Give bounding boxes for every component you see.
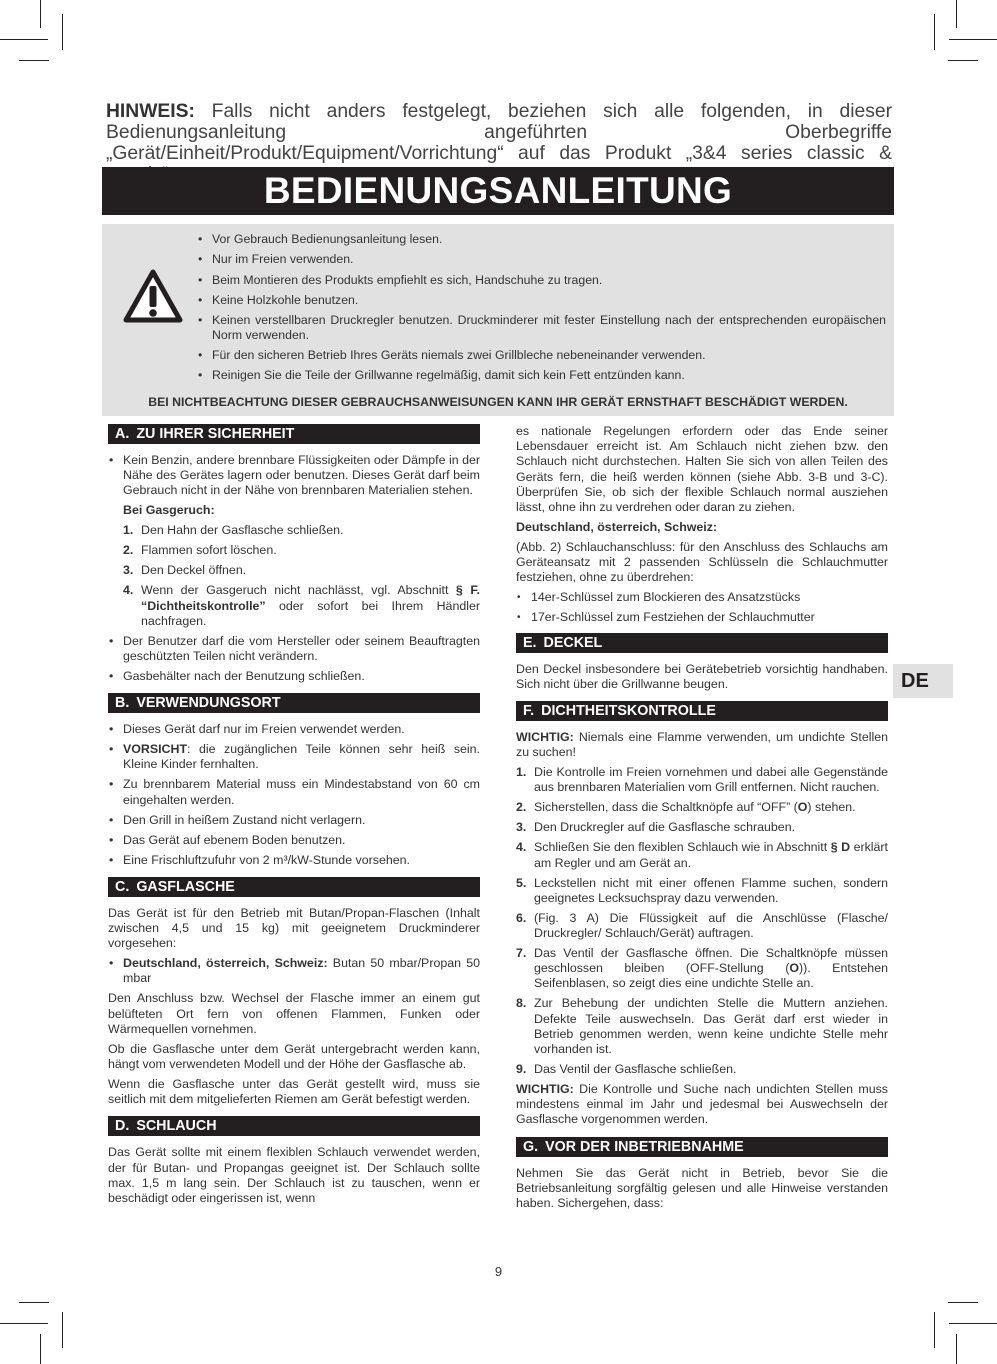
safety-list (108, 634, 480, 684)
list-item (123, 523, 480, 538)
country-list (108, 956, 480, 986)
list-item: • 17er-Schlüssel zum Festziehen der Schlauchmutter (516, 610, 888, 625)
section-letter: E. (523, 634, 537, 651)
crop-mark (949, 1323, 997, 1324)
warning-box (102, 224, 894, 416)
crop-mark (934, 14, 935, 50)
list-item: • 14er-Schlüssel zum Blockieren des Ansatzstücks (516, 590, 888, 605)
warning-list (196, 232, 886, 389)
step-number: 4. (516, 840, 527, 855)
list-item (516, 820, 888, 835)
list-item: • Der Benutzer darf die vom Hersteller oder seinem Beauftragten geschützten Teilen nicht verändern. (108, 634, 480, 664)
step-text: oder sofort bei Ihrem Händler nachfragen. (141, 598, 480, 628)
warning-item: • Keine Holzkohle benutzen. (196, 293, 886, 308)
crop-mark (40, 0, 41, 28)
country-label: Deutschland, österreich, Schweiz: (123, 956, 328, 971)
section-reference: § F. “Dichtheitskontrolle” (141, 583, 480, 613)
step-text: Leckstellen nicht mit einer offenen Flamme suchen, sondern geeignetes Lecksuchspray dazu verwenden. (534, 875, 888, 905)
section-title: SCHLAUCH (136, 1118, 217, 1135)
section-header-e (516, 633, 888, 653)
location-list (108, 722, 480, 868)
important-label: WICHTIG: (516, 730, 574, 745)
section-reference: § D (830, 840, 851, 855)
notice-label: HINWEIS: (106, 101, 195, 122)
caution-label: VORSICHT (123, 742, 188, 757)
list-item: • Zu brennbarem Material muss ein Mindestabstand von 60 cm eingehalten werden. (108, 777, 480, 807)
list-item: • Den Grill in heißem Zustand nicht verlagern. (108, 813, 480, 828)
list-item (123, 583, 480, 629)
safety-list (108, 453, 480, 499)
section-title: DECKEL (543, 634, 603, 651)
warning-triangle-icon (122, 268, 184, 326)
list-item: • Dieses Gerät darf nur im Freien verwendet werden. (108, 722, 480, 737)
warning-item: • Beim Montieren des Produkts empfiehlt es sich, Handschuhe zu tragen. (196, 273, 886, 288)
crop-mark (62, 14, 63, 50)
step-number: 3. (516, 820, 527, 835)
section-letter: C. (115, 878, 130, 895)
section-letter: G. (523, 1138, 539, 1155)
list-item (108, 742, 480, 772)
section-header-d (108, 1116, 480, 1136)
list-item (516, 1062, 888, 1077)
paragraph (516, 730, 888, 760)
crop-mark (0, 39, 48, 40)
crop-mark (948, 60, 978, 61)
step-number: 4. (123, 583, 134, 598)
step-text: Das Ventil der Gasflasche öffnen. Die Schaltknöpfe müssen geschlossen bleiben (OFF-Stellung ( (534, 946, 888, 976)
list-item (516, 946, 888, 992)
important-label: WICHTIG: (516, 1082, 574, 1097)
step-text: Wenn der Gasgeruch nicht nachlässt, vgl. Abschnitt (141, 583, 456, 598)
paragraph: Das Gerät sollte mit einem flexiblen Schlauch verwendet werden, der für Butan- und Propangas geeignet ist. Der Schlauch sollte max. 1,5 m lang sein. Der Schlauch ist zu tauschen, wenn er beschädigt oder eingerissen ist, wenn (108, 1145, 480, 1206)
section-title: VOR DER INBETRIEBNAHME (545, 1138, 744, 1155)
paragraph: Ob die Gasflasche unter dem Gerät untergebracht werden kann, hängt vom verwendeten Modell und der Höhe der Gasflasche ab. (108, 1041, 480, 1072)
step-text: Den Hahn der Gasflasche schließen. (141, 523, 344, 538)
list-item: • Das Gerät auf ebenem Boden benutzen. (108, 833, 480, 848)
warning-footer: BEI NICHTBEACHTUNG DIESER GEBRAUCHSANWEISUNGEN KANN IHR GERÄT ERNSTHAFT BESCHÄDIGT WERDEN. (148, 395, 848, 409)
list-item: • Eine Frischluftzufuhr von 2 m³/kW-Stunde vorsehen. (108, 853, 480, 868)
list-item (516, 996, 888, 1057)
warning-item: • Nur im Freien verwenden. (196, 252, 886, 267)
paragraph: Nehmen Sie das Gerät nicht in Betrieb, bevor Sie die Betriebsanleitung sorgfältig gelesen und alle Hinweise verstanden haben. Sichergehen, dass: (516, 1165, 888, 1211)
step-text: Sicherstellen, dass die Schaltknöpfe auf “OFF” ( (534, 800, 798, 815)
step-number: 1. (123, 523, 134, 538)
crop-mark (19, 60, 49, 61)
crop-mark (934, 1312, 935, 1348)
crop-mark (40, 1334, 41, 1364)
step-number: 1. (516, 765, 527, 780)
off-symbol: O (797, 800, 808, 815)
right-column (516, 424, 888, 1216)
section-letter: D. (115, 1118, 130, 1135)
step-text: erklärt am Regler und am Gerät an. (534, 840, 888, 870)
step-number: 2. (516, 800, 527, 815)
crop-mark (62, 1312, 63, 1348)
list-item (108, 956, 480, 986)
step-number: 6. (516, 910, 527, 925)
notice-text: Falls nicht anders festgelegt, beziehen sich alle folgenden, in dieser Bedienungsanleitung angeführten Oberbegriffe „Gerät/Einheit/Produkt/Equipment/Vorrichtung“ auf das Produkt „3&4 series classic & (106, 101, 892, 164)
caution-text: : die zugänglichen Teile können sehr heiß sein. Kleine Kinder fernhalten. (123, 742, 480, 772)
step-text: Schließen Sie den flexiblen Schlauch wie in Abschnitt (534, 840, 831, 855)
step-text: (Fig. 3 A) Die Flüssigkeit auf die Anschlüsse (Flasche/ Druckregler/ Schlauch/Gerät) auftragen. (534, 910, 888, 941)
warning-item: • Vor Gebrauch Bedienungsanleitung lesen. (196, 232, 886, 247)
step-number: 5. (516, 875, 527, 890)
section-letter: B. (115, 695, 130, 712)
list-item (123, 543, 480, 558)
important-text: Die Kontrolle und Suche nach undichten Stellen muss mindestens einmal im Jahr und jedesmal bei Auswechseln der Gasflasche vorgenommen werden. (516, 1082, 888, 1127)
step-text: Das Ventil der Gasflasche schließen. (534, 1062, 737, 1077)
step-text: ) stehen. (807, 800, 856, 815)
paragraph (516, 1082, 888, 1128)
step-number: 7. (516, 946, 527, 961)
language-tab: DE (893, 664, 953, 698)
paragraph: (Abb. 2) Schlauchanschluss: für den Anschluss des Schlauchs am Geräteansatz mit 2 passenden Schlüsseln die Schlauchmutter festziehen, ohne zu überdrehen: (516, 540, 888, 585)
country-label: Deutschland, österreich, Schweiz: (516, 520, 718, 535)
crop-mark (19, 1302, 49, 1303)
paragraph: Das Gerät ist für den Betrieb mit Butan/Propan-Flaschen (Inhalt zwischen 4,5 und 15 kg) mit geeignetem Druckminderer vorgesehen: (108, 905, 480, 951)
paragraph: Wenn die Gasflasche unter das Gerät gestellt wird, muss sie seitlich mit dem mitgelieferten Riemen am Gerät befestigt werden. (108, 1077, 480, 1107)
section-title: DICHTHEITSKONTROLLE (541, 703, 716, 720)
paragraph: Den Anschluss bzw. Wechsel der Flasche immer an einem gut belüfteten Ort fern von offenen Flammen, Funken oder Wärmequellen vornehmen. (108, 991, 480, 1036)
important-text: Niemals eine Flamme verwenden, um undichte Stellen zu suchen! (516, 730, 888, 760)
list-item (516, 765, 888, 795)
page-number: 9 (494, 1264, 503, 1279)
list-item: • Gasbehälter nach der Benutzung schließen. (108, 669, 480, 684)
section-header-c (108, 877, 480, 897)
section-header-b (108, 693, 480, 713)
step-text: Den Deckel öffnen. (141, 563, 247, 578)
section-title: VERWENDUNGSORT (136, 695, 281, 712)
step-number: 9. (516, 1062, 527, 1077)
section-title: GASFLASCHE (136, 878, 235, 895)
off-symbol: O (789, 961, 799, 976)
crop-mark (0, 1323, 48, 1324)
step-text: Den Druckregler auf die Gasflasche schrauben. (534, 820, 796, 835)
paragraph: es nationale Regelungen erfordern oder das Ende seiner Lebensdauer erreicht ist. Am Schlauch nicht ziehen bzw. den Schlauch nicht durchstechen. Halten Sie sich von allen Teilen des Geräts fern, die heiß werden können (siehe Abb. 3-B und 3-C). Überprüfen Sie, ob sich der flexible Schlauch normal ausziehen lässt, ohne ihn zu verdrehen oder daran zu ziehen. (516, 424, 888, 515)
crop-mark (956, 1334, 957, 1364)
section-header-g (516, 1137, 888, 1157)
list-item (516, 876, 888, 906)
left-column (108, 424, 480, 1211)
section-title: ZU IHRER SICHERHEIT (136, 426, 295, 442)
section-header-a (108, 424, 480, 444)
step-text: Die Kontrolle im Freien vornehmen und dabei alle Gegenstände aus brennbaren Materialien vom Grill entfernen. Nicht rauchen. (534, 765, 888, 795)
step-text: Zur Behebung der undichten Stelle die Muttern anziehen. Defekte Teile auswechseln. Das Gerät darf erst wieder in Betrieb genommen werden, wenn keine undichte Stelle mehr vorhanden ist. (534, 996, 888, 1057)
step-text: Flammen sofort löschen. (141, 543, 277, 558)
list-item (516, 840, 888, 870)
section-letter: F. (523, 703, 535, 720)
crop-mark (956, 0, 957, 28)
crop-mark (948, 1302, 978, 1303)
crop-mark (949, 39, 997, 40)
list-item: • Kein Benzin, andere brennbare Flüssigkeiten oder Dämpfe in der Nähe des Gerätes lagern oder benutzen. Dieses Gerät darf beim Gebrauch nicht in der Nähe von brennbaren Materialien stehen. (108, 453, 480, 499)
page-title: BEDIENUNGSANLEITUNG (102, 167, 894, 215)
step-number: 8. (516, 996, 527, 1011)
country-text: Butan 50 mbar/Propan 50 mbar (123, 956, 480, 986)
section-header-f (516, 701, 888, 721)
step-number: 2. (123, 543, 134, 558)
list-item (516, 911, 888, 941)
step-number: 3. (123, 563, 134, 578)
list-item (516, 800, 888, 815)
warning-item: • Für den sicheren Betrieb Ihres Geräts niemals zwei Grillbleche nebeneinander verwenden. (196, 348, 886, 363)
list-item (123, 563, 480, 578)
warning-item: • Keinen verstellbaren Druckregler benutzen. Druckminderer mit fester Einstellung nach der entsprechenden europäischen Norm verwenden. (196, 313, 886, 342)
wrench-list (516, 590, 888, 625)
leak-test-steps (516, 765, 888, 1077)
gas-smell-label: Bei Gasgeruch: (123, 503, 215, 518)
paragraph: Den Deckel insbesondere bei Gerätebetrieb vorsichtig handhaben. Sich nicht über die Grillwanne beugen. (516, 661, 888, 691)
step-text: )). Entstehen Seifenblasen, so zeigt dies eine undichte Stelle an. (534, 961, 888, 991)
gas-smell-steps (108, 523, 480, 629)
section-letter: A. (115, 426, 130, 442)
warning-item: • Reinigen Sie die Teile der Grillwanne regelmäßig, damit sich kein Fett entzünden kann. (196, 368, 886, 383)
